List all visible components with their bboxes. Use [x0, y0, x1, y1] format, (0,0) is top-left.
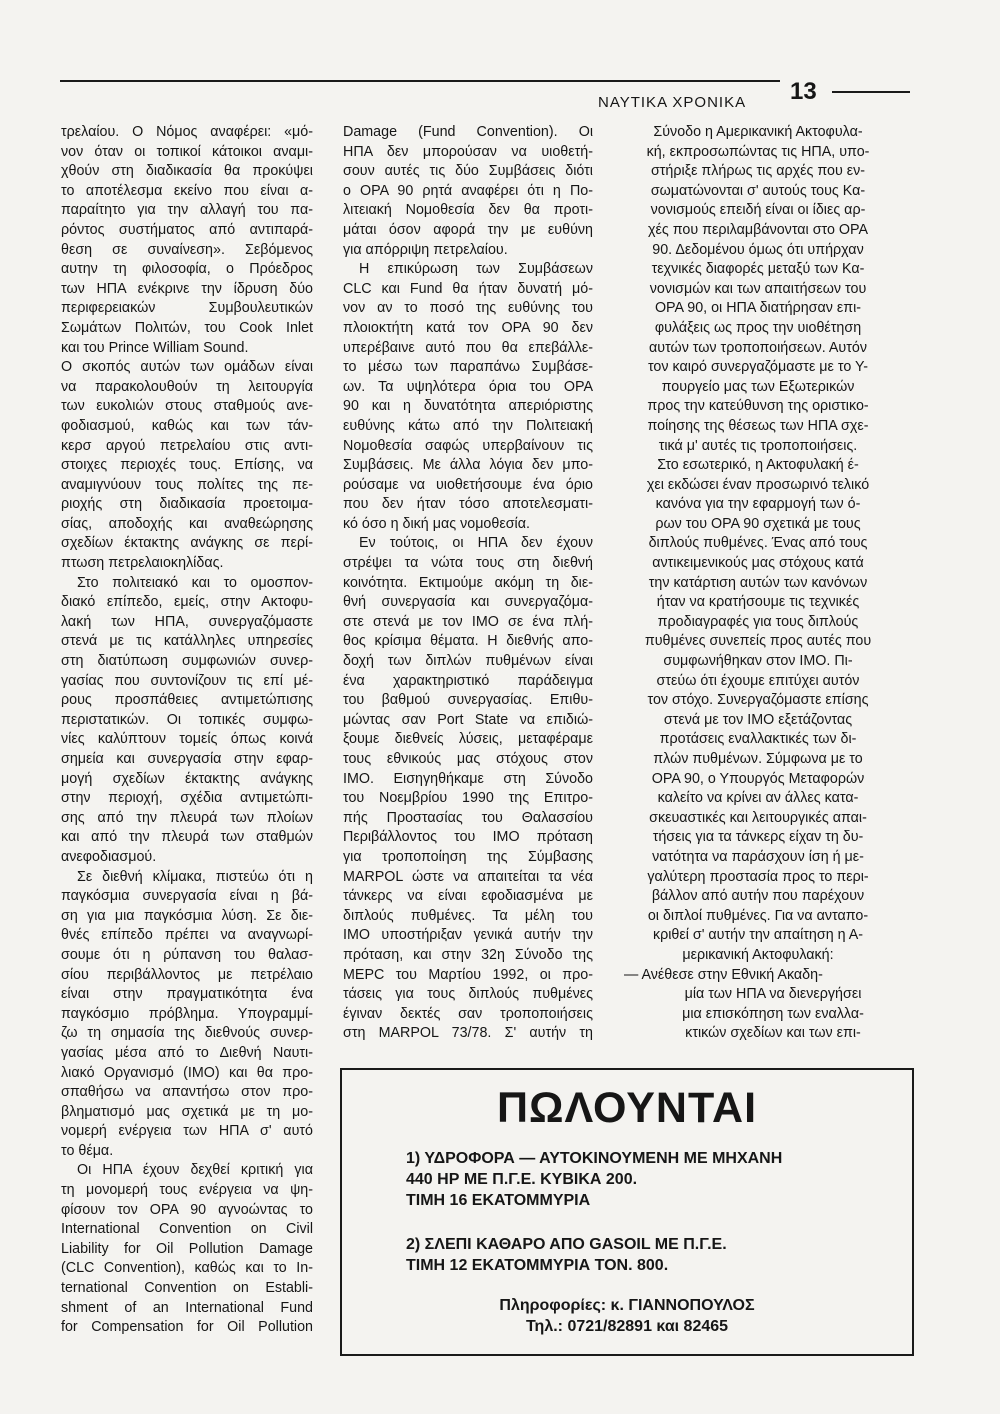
- text-line: μερικανική Ακτοφυλακή:: [682, 946, 834, 963]
- text-line: προδιαγραφές για τους διπλούς: [657, 613, 859, 630]
- text-line: Η επικύρωση των Συμβάσεων: [359, 261, 593, 278]
- text-line: αναμιγνύουν τους πολίτες της πε-: [61, 476, 313, 493]
- page-number: 13: [790, 78, 817, 105]
- text-line: σπαθήσω να απαντήσω στον προ-: [61, 1084, 313, 1101]
- text-line: μογή σχεδίων έκτακτης ανάγκης: [61, 770, 313, 787]
- text-line: πουργείο μας των Εξωτερικών: [661, 378, 855, 395]
- text-line: μώντας σαν Port State να επιδιώ-: [343, 711, 593, 728]
- text-line: δοχή των διπλών πυθμένων είναι: [343, 653, 593, 670]
- text-line: φυλάξεις ως προς την υιοθέτηση: [654, 319, 862, 336]
- ad-item-1-line-3: ΤΙΜΗ 16 ΕΚΑΤΟΜΜΥΡΙΑ: [406, 1192, 591, 1209]
- text-line: ΟΡΑ 90, οι ΗΠΑ διατήρησαν επι-: [654, 300, 862, 317]
- text-line: ρων του ΟΡΑ 90 σχετικά με τους: [655, 515, 861, 532]
- text-line: τον στόχο. Συνεργαζόμαστε επίσης: [647, 692, 869, 709]
- text-line: διπλούς πυθμένες. Τα μέλη του: [343, 907, 593, 924]
- text-line: λακή των ΗΠΑ, συνεργαζόμαστε: [61, 613, 313, 630]
- text-line: σημεία και συνεργασία στην εφαρ-: [61, 751, 313, 767]
- text-line: να παρακολουθούν τη λειτουργία: [61, 378, 313, 395]
- text-line: των ευκολιών στους σταθμούς ανε-: [61, 398, 313, 415]
- text-line: τη μονομερή τους ενέργεια να ψη-: [61, 1182, 313, 1199]
- text-line: ριοχής στη διαδικασία προετοιμα-: [61, 496, 313, 513]
- text-line: Ο σκοπός αυτών των ομάδων είναι: [61, 359, 313, 376]
- text-line: υπερέβαινε αυτό που θα επεβάλλε-: [343, 339, 593, 356]
- text-line: αυτην τη φιλοσοφία, ο Πρόεδρος: [61, 261, 313, 278]
- text-line: το μέσω των παραπάνω Συμβάσε-: [343, 359, 593, 376]
- text-line: νατότητα να παράσχουν ίση ή με-: [652, 848, 864, 865]
- text-line: ο ΟΡΑ 90 ρητά αναφέρει ότι η Πο-: [343, 182, 593, 199]
- text-line: Περιβάλλοντος του ΙΜΟ πρόταση: [343, 829, 593, 846]
- text-line: λιακό Οργανισμό (ΙΜΟ) και θα προ-: [61, 1064, 313, 1081]
- text-line: περιστατικών. Οι τοπικές συμφω-: [61, 711, 313, 728]
- text-line: βάλλον από αυτήν που παρέχουν: [651, 888, 865, 905]
- text-line: γασίας που συντονίζουν τις επί μέ-: [61, 672, 313, 689]
- text-line: των ΗΠΑ ενέκρινε την ίδρυση δύο: [61, 280, 313, 297]
- text-line: Νομοθεσία σαφώς υπερβαίνουν τις: [343, 437, 593, 454]
- text-line: στη διατύπωση συμφωνιών συνερ-: [61, 653, 313, 670]
- text-line: χές που περιλαμβάνονται στο ΟΡΑ: [647, 221, 869, 238]
- text-line: στενά με τις κατάλληλες υπηρεσίες: [61, 633, 313, 650]
- text-line: στην περιοχή, σχέδια αντιμετώπι-: [61, 790, 313, 807]
- text-line: νίες καλύπτουν τομείς όπως κοινά: [61, 731, 313, 748]
- ad-contact-phone: Τηλ.: 0721/82891 και 82465: [525, 1318, 729, 1335]
- text-line: καλείτο να κρίνει αν άλλες κατα-: [657, 790, 859, 807]
- text-line: Liability for Oil Pollution Damage: [61, 1240, 313, 1257]
- text-line: το αποτέλεσμα εκείνο που είναι α-: [61, 182, 313, 199]
- text-line: Συμβάσεις. Με άλλα λόγια δεν μπο-: [343, 457, 593, 474]
- text-line: (CLC Convention), καθώς και το In-: [61, 1260, 313, 1277]
- text-line: ρόντος συστήματος από αντιπαρά-: [61, 221, 313, 238]
- text-line: πλοιοκτήτη κατά τον ΟΡΑ 90 δεν: [343, 319, 593, 336]
- list-item-line: — Ανέθεσε στην Εθνική Ακαδη-: [624, 966, 823, 983]
- text-line: γασίας μέσα από το Διεθνή Ναυτι-: [61, 1044, 313, 1061]
- text-line: ευθύνης κάτω από την Πολιτειακή: [343, 417, 593, 434]
- text-line: ων. Τα υψηλότερα όρια του ΟΡΑ: [343, 378, 593, 395]
- text-line: παγκόσμια συνεργασία είναι η βά-: [61, 888, 313, 905]
- text-line: περιφερειακών Συμβουλευτικών: [61, 300, 313, 317]
- article-column-2: [343, 123, 593, 1044]
- text-line: διακό επίπεδο, εμείς, στην Ακτοφυ-: [61, 594, 313, 611]
- text-line: shment of an International Fund: [61, 1299, 313, 1316]
- text-line: σκευαστικές και λειτουργικές απαι-: [649, 809, 867, 826]
- text-line: κανόνα για την εφαρμογή των ό-: [655, 496, 861, 513]
- text-line: Εν τούτοις, οι ΗΠΑ δεν έχουν: [359, 535, 593, 552]
- list-item-line: κτικών σχεδίων και των επι-: [685, 1025, 861, 1042]
- ad-title: ΠΩΛΟΥΝΤΑΙ: [496, 1084, 758, 1132]
- text-line: βληματισμό μας σχετικά με τη μο-: [61, 1103, 313, 1120]
- text-line: του βαθμού συνεργασίας. Επιθυ-: [343, 692, 593, 709]
- text-line: χθούν στη διαδικασία θα προκύψει: [61, 163, 313, 180]
- text-line: θος κρίσιμα θέματα. Η διεθνής απο-: [343, 633, 593, 650]
- text-line: που δεν ήταν τόσο αποτελεσματι-: [343, 496, 593, 513]
- text-line: MEPC του Μαρτίου 1992, οι προ-: [343, 966, 593, 983]
- text-line: σωματώνονται σ' αυτούς τους Κα-: [650, 182, 866, 199]
- text-line: για απόρριψη πετρελαίου.: [343, 241, 508, 258]
- text-line: Damage (Fund Convention). Οι: [343, 124, 593, 140]
- text-line: στήριξε πλήρως τις αρχές που εν-: [650, 163, 866, 180]
- text-line: τικά μ' αυτές τις τροποποιήσεις.: [658, 437, 858, 454]
- ad-item-1-line-2: 440 ΗΡ ΜΕ Π.Γ.Ε. ΚΥΒΙΚΑ 200.: [406, 1171, 638, 1188]
- text-line: νονισμών και των απαιτήσεων του: [649, 280, 867, 297]
- text-line: θεση σε συναίνεση». Σεβόμενος: [61, 241, 313, 258]
- text-line: σουμε ότι η ρύπανση του θαλασ-: [61, 946, 313, 963]
- text-line: διπλούς πυθμένες. Ένας από τους: [648, 535, 868, 552]
- text-line: στρέψει τα νώτα τους στη διεθνή: [343, 555, 593, 572]
- text-line: φοδιασμού, καθώς και των τάν-: [61, 417, 313, 434]
- text-line: νονισμούς επειδή είναι οι ίδιες αρ-: [650, 202, 866, 219]
- text-line: Στο πολιτειακό και το ομοσπον-: [77, 574, 313, 591]
- text-line: πής Προστασίας του Θαλασσίου: [343, 809, 593, 826]
- text-line: σχεδίων έκτακτης ανάγκης σε περί-: [61, 535, 313, 552]
- article-column-3: [624, 123, 892, 1044]
- text-line: νον όταν οι τοπικοί κάτοικοι αναμι-: [61, 143, 313, 160]
- ad-item-2-line-1: 2) ΣΛΕΠΙ ΚΑΘΑΡΟ ΑΠΟ GASOIL ΜΕ Π.Γ.Ε.: [406, 1236, 727, 1253]
- text-line: παγκόσμιο πρόβλημα. Υπογραμμί-: [61, 1005, 313, 1022]
- text-line: θνή συνεργασία και συνεργαζόμα-: [343, 594, 593, 611]
- ad-item-1-line-1: 1) ΥΔΡΟΦΟΡΑ — ΑΥΤΟΚΙΝΟΥΜΕΝΗ ΜΕ ΜΗΧΑΝΗ: [406, 1150, 783, 1167]
- text-line: MARPOL ώστε να απαιτείται τα νέα: [343, 868, 593, 885]
- text-line: είναι στην πραγματικότητα ένα: [61, 986, 313, 1003]
- text-line: γαλύτερη προστασία προς το περι-: [647, 868, 869, 885]
- text-line: ζω τη σημασία της διεθνούς συνερ-: [61, 1025, 313, 1042]
- text-line: κή, εκπροσωπώντας τις ΗΠΑ, υπο-: [646, 143, 870, 160]
- text-line: μάται όσον αφορά την με ευθύνη: [343, 221, 593, 238]
- text-line: και του Prince William Sound.: [61, 339, 249, 356]
- text-line: στοιχες περιοχές τους. Επίσης, να: [61, 457, 313, 474]
- text-line: Σωμάτων Πολιτών, του Cook Inlet: [61, 319, 313, 336]
- text-line: νον αν το ποσό της ευθύνης του: [343, 300, 593, 317]
- text-line: σίας, αποδοχής και αναθεώρησης: [61, 515, 313, 532]
- ad-contact-name: Πληροφορίες: κ. ΓΙΑΝΝΟΠΟΥΛΟΣ: [499, 1297, 755, 1314]
- text-line: πτωση πετρελαιοκηλίδας.: [61, 555, 224, 572]
- header-rule-right: [832, 91, 910, 93]
- classified-ad: [340, 1068, 914, 1356]
- text-line: ήταν να κρατήσουμε τις τεχνικές: [656, 594, 860, 611]
- text-line: ternational Convention on Establi-: [61, 1280, 313, 1297]
- text-line: στη MARPOL 73/78. Σ' αυτήν τη: [343, 1025, 593, 1042]
- text-line: κερσ αργού πετρελαίου στις αντι-: [61, 437, 313, 454]
- text-line: τους εθνικούς μας στόχους στον: [343, 751, 593, 767]
- ad-item-2-line-2: ΤΙΜΗ 12 ΕΚΑΤΟΜΜΥΡΙΑ ΤΟΝ. 800.: [406, 1257, 669, 1274]
- text-line: παραίτητο για την αλλαγή του πα-: [61, 202, 313, 219]
- text-line: την κατάρτιση αυτών των κανόνων: [648, 574, 868, 591]
- text-line: Σύνοδο η Αμερικανική Ακτοφυλα-: [653, 124, 863, 140]
- text-line: ση για μια παγκόσμια λύση. Σε διε-: [61, 907, 313, 924]
- text-line: Στο εσωτερικό, η Ακτοφυλακή έ-: [657, 457, 859, 474]
- text-line: ΙΜΟ υποστήριξαν γενικά αυτήν την: [343, 927, 593, 944]
- text-line: στε στενά με τον ΙΜΟ σε ένα πλή-: [343, 613, 593, 630]
- text-line: στενά με τον ΙΜΟ εξετάζοντας: [663, 711, 853, 728]
- text-line: ένα χαρακτηριστικό παράδειγμα: [343, 672, 593, 689]
- text-line: οι διπλοί πυθμένες. Για να ανταπο-: [647, 907, 869, 924]
- text-line: το θέμα.: [61, 1142, 114, 1159]
- text-line: ρούσαμε να υιοθετήσουμε ένα όριο: [343, 476, 593, 493]
- text-line: αντικειμενικούς μας στόχους κατά: [652, 555, 864, 572]
- text-line: ΟΡΑ 90, ο Υπουργός Μεταφορών: [651, 770, 865, 787]
- article-column-1: [61, 123, 313, 1338]
- text-line: του Νοεμβρίου 1990 της Επιτρο-: [343, 790, 593, 807]
- text-line: τρελαίου. Ο Νόμος αναφέρει: «μό-: [61, 124, 313, 140]
- header-rule: [60, 80, 780, 82]
- text-line: φίσουν τον ΟΡΑ 90 αγνοώντας το: [61, 1201, 313, 1218]
- list-item-line: μία των ΗΠΑ να διενεργήσει: [684, 986, 862, 1003]
- text-line: πυθμένες συνεπείς προς αυτές που: [644, 633, 872, 650]
- text-line: ανεφοδιασμού.: [61, 848, 157, 865]
- text-line: για τροποποίηση της Σύμβασης: [343, 848, 593, 865]
- text-line: κοινότητα. Εκτιμούμε ακόμη τη διε-: [343, 574, 593, 591]
- text-line: CLC και Fund θα ήταν δυνατή μό-: [343, 280, 593, 297]
- text-line: πρόταση, και στην 32η Σύνοδο της: [343, 946, 593, 963]
- text-line: ΗΠΑ δεν μπορούσαν να υιοθετή-: [343, 143, 593, 160]
- text-line: πλών πυθμένων. Σύμφωνα με το: [653, 751, 863, 767]
- text-line: ΙΜΟ. Εισηγηθήκαμε στη Σύνοδο: [343, 770, 593, 787]
- text-line: τάνκερς να είναι εφοδιασμένα με: [343, 888, 593, 905]
- text-line: ξουμε διεθνείς λύσεις, μεταφέραμε: [343, 731, 593, 748]
- text-line: χει εκδώσει έναν προσωρινό τελικό: [646, 476, 870, 493]
- text-line: τάσεις για τους διπλούς πυθμένες: [343, 986, 593, 1003]
- text-line: θνές επίπεδο πρέπει να αναγνωρί-: [61, 927, 313, 944]
- text-line: έγιναν δεκτές σαν τροποποιήσεις: [343, 1005, 593, 1022]
- running-title: ΝΑΥΤΙΚΑ ΧΡΟΝΙΚΑ: [598, 94, 747, 111]
- text-line: κό όσο η δική μας νομοθεσία.: [343, 515, 530, 532]
- text-line: τον καιρό συνεργαζόμαστε με το Υ-: [647, 359, 868, 376]
- text-line: προς την κατεύθυνση της οριστικο-: [647, 398, 869, 415]
- text-line: νομερή ενέργεια των ΗΠΑ σ' αυτό: [61, 1123, 313, 1140]
- text-line: Οι ΗΠΑ έχουν δεχθεί κριτική για: [77, 1162, 313, 1179]
- text-line: ποίησης της θέσεως των ΗΠΑ σχε-: [647, 417, 869, 434]
- text-line: αυτών των τροποποιήσεων. Αυτόν: [649, 339, 867, 356]
- text-line: σίου περιβάλλοντος με πετρέλαιο: [61, 966, 313, 983]
- text-line: τήσεις για τα τάνκερς είχαν τη δυ-: [652, 829, 864, 846]
- text-line: σουν αυτές τις δύο Συμβάσεις διότι: [343, 163, 593, 180]
- text-line: International Convention on Civil: [61, 1221, 313, 1238]
- text-line: σης από την πλευρά των πλοίων: [61, 809, 313, 826]
- text-line: 90. Δεδομένου όμως ότι υπήρχαν: [652, 241, 864, 258]
- text-line: και από την πλευρά των σταθμών: [61, 829, 313, 846]
- text-line: Σε διεθνή κλίμακα, πιστεύω ότι η: [77, 868, 313, 885]
- text-line: 90 και η δυνατότητα απεριόριστης: [343, 398, 593, 415]
- text-line: for Compensation for Oil Pollution: [61, 1319, 313, 1336]
- text-line: προτάσεις εναλλακτικές των δι-: [659, 731, 857, 748]
- text-line: τεχνικές διαφορές μεταξύ των Κα-: [651, 261, 865, 278]
- text-line: κριθεί σ' αυτήν την απαίτηση η Α-: [652, 927, 864, 944]
- text-line: στεύω ότι έχουμε επιτύχει αυτόν: [656, 672, 860, 689]
- text-line: ρους προσπάθειες αντιμετώπισης: [61, 692, 313, 709]
- text-line: συμφωνήθηκαν στον ΙΜΟ. Πι-: [663, 653, 853, 670]
- text-line: λιτειακή Νομοθεσία δεν θα προτι-: [343, 202, 593, 219]
- list-item-line: μια επισκόπηση των εναλλα-: [682, 1005, 864, 1022]
